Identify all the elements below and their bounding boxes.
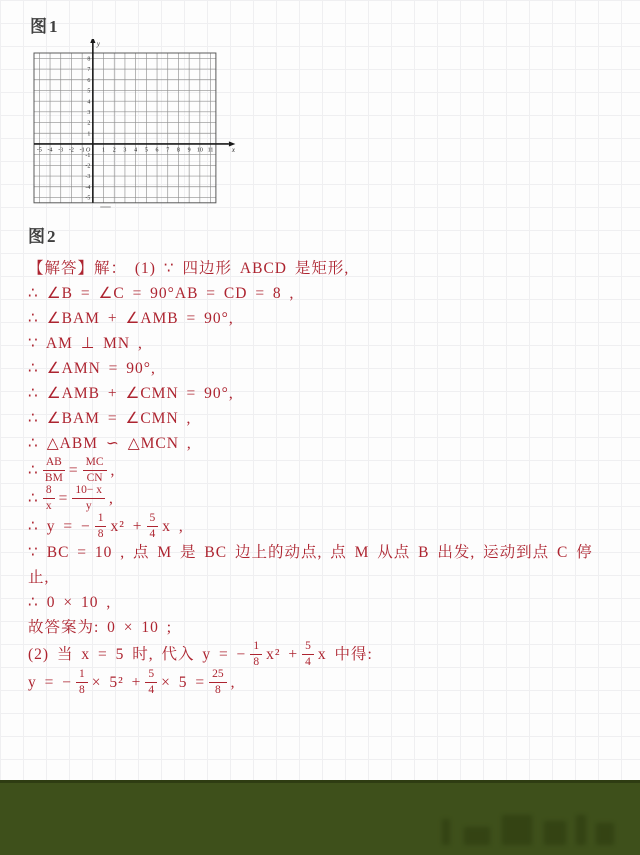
fraction-denominator: y	[85, 499, 92, 512]
x-tick-label: 11	[207, 147, 214, 154]
math-text: ,	[110, 461, 116, 479]
math-text: ∴ ∠BAM + ∠AMB = 90°,	[28, 310, 234, 327]
y-tick-label: -1	[85, 152, 91, 159]
math-text: y = −	[28, 673, 72, 691]
fraction-numerator: AB	[43, 456, 65, 470]
fraction-denominator: CN	[86, 471, 103, 484]
x-tick-label: -5	[36, 147, 42, 154]
math-text: ∴ 0 × 10 ,	[28, 594, 112, 611]
fraction-numerator: 5	[145, 668, 157, 682]
fraction	[250, 640, 262, 667]
x-tick-label: 10	[196, 147, 203, 154]
fraction	[76, 668, 88, 695]
x-tick-label: 3	[123, 147, 127, 154]
figure1-label: 图1	[30, 17, 60, 36]
math-text: x² +	[110, 517, 143, 535]
fraction-denominator: 8	[78, 683, 85, 696]
math-text: ∴ ∠B = ∠C = 90°AB = CD = 8 ,	[28, 285, 295, 302]
x-tick-label: -4	[47, 147, 53, 154]
pencil-dash-mark	[100, 206, 111, 208]
fraction-numerator: 1	[76, 668, 88, 682]
solution-line	[28, 356, 624, 381]
math-text: 故答案为: 0 × 10 ;	[28, 619, 173, 636]
solution-line	[28, 456, 624, 484]
fraction-numerator: 5	[147, 512, 159, 526]
fraction-numerator: 1	[250, 640, 262, 654]
solution-line	[28, 565, 624, 590]
y-axis-label: y	[96, 40, 100, 49]
x-tick-label: 6	[155, 147, 159, 154]
solution-line	[28, 590, 624, 615]
y-tick-label: 4	[87, 99, 91, 106]
fraction	[43, 484, 55, 511]
fraction	[43, 456, 65, 483]
y-tick-label: 1	[87, 131, 91, 138]
fraction-denominator: BM	[44, 471, 63, 484]
solution-line	[28, 331, 624, 356]
solution-line	[28, 540, 624, 565]
coordinate-grid-figure	[30, 39, 238, 220]
solution-line	[28, 406, 624, 431]
math-text: ∴ △ABM ∽ △MCN ,	[28, 435, 192, 452]
solution-text-block	[28, 256, 624, 696]
math-text: ∵ BC = 10 , 点 M 是 BC 边上的动点, 点 M 从点 B 出发, 运动到点 C 停	[28, 544, 593, 561]
solution-line	[28, 281, 624, 306]
y-tick-label: 8	[87, 56, 91, 63]
fraction-numerator: 8	[43, 484, 55, 498]
y-tick-label: 6	[87, 77, 91, 84]
fraction-numerator: 5	[302, 640, 314, 654]
y-tick-label: 5	[87, 88, 91, 95]
fraction	[145, 668, 157, 695]
math-text: 【解答】解： (1) ∵ 四边形 ABCD 是矩形,	[28, 260, 350, 277]
fraction-numerator: 1	[95, 512, 107, 526]
fraction-numerator: 10− x	[72, 484, 105, 498]
fraction-numerator: 25	[209, 668, 227, 682]
x-tick-label: -3	[58, 147, 64, 154]
origin-label: O	[85, 146, 91, 154]
y-tick-label: -5	[85, 195, 91, 202]
math-text: × 5 =	[161, 673, 206, 691]
y-tick-label: -3	[85, 174, 91, 181]
math-text: × 5² +	[91, 673, 142, 691]
y-tick-label: -4	[85, 184, 91, 191]
math-text: x ,	[162, 517, 184, 535]
solution-line	[28, 512, 624, 540]
solution-line	[28, 381, 624, 406]
math-text: ∴ y = −	[28, 517, 91, 535]
fraction	[95, 512, 107, 539]
solution-line	[28, 431, 624, 456]
math-text: =	[68, 461, 79, 479]
math-text: x² +	[266, 645, 299, 663]
fraction-denominator: 4	[149, 527, 156, 540]
math-text: =	[58, 489, 69, 507]
fraction	[72, 484, 105, 511]
y-tick-label: -2	[85, 163, 91, 170]
x-tick-label: 9	[187, 147, 191, 154]
math-text: ∴ ∠BAM = ∠CMN ,	[28, 410, 192, 427]
solution-line	[28, 484, 624, 512]
watermark-smudge	[436, 803, 626, 849]
y-tick-label: 7	[87, 67, 91, 74]
x-tick-label: 8	[176, 147, 180, 154]
solution-line	[28, 640, 624, 668]
fraction	[209, 668, 227, 695]
fraction	[147, 512, 159, 539]
x-tick-label: 2	[112, 147, 116, 154]
fraction-denominator: 4	[305, 655, 311, 668]
x-tick-label: 4	[134, 147, 138, 154]
math-text: ∴ ∠AMB + ∠CMN = 90°,	[28, 385, 234, 402]
x-tick-label: 1	[102, 147, 106, 154]
fraction-denominator: 8	[214, 683, 221, 696]
solution-line	[28, 256, 624, 281]
math-text: (2) 当 x = 5 时, 代入 y = −	[28, 645, 247, 663]
coordinate-plane-svg	[30, 39, 238, 215]
fraction	[302, 640, 314, 667]
y-tick-label: 2	[87, 120, 91, 127]
math-text: ∴	[28, 461, 39, 479]
math-text: ,	[230, 673, 236, 691]
figure2-label: 图2	[28, 227, 58, 246]
math-text: ,	[109, 489, 114, 507]
fraction	[83, 456, 107, 483]
math-text: ∴	[28, 489, 39, 507]
y-tick-label: 3	[87, 110, 91, 117]
math-text: ∵ AM ⊥ MN ,	[28, 335, 143, 352]
fraction-denominator: 8	[97, 527, 104, 540]
solution-line	[28, 615, 624, 640]
fraction-denominator: 8	[253, 655, 260, 668]
math-text: 止,	[28, 569, 50, 586]
fraction-denominator: 4	[148, 683, 155, 696]
math-text: ∴ ∠AMN = 90°,	[28, 360, 156, 377]
solution-line	[28, 668, 624, 696]
bottom-green-band	[0, 780, 640, 855]
solution-line	[28, 306, 624, 331]
fraction-numerator: MC	[83, 456, 107, 470]
x-tick-label: -2	[68, 147, 74, 154]
fraction-denominator: x	[45, 499, 52, 512]
math-text: x 中得:	[317, 645, 373, 663]
x-tick-label: -1	[79, 147, 85, 154]
x-tick-label: 7	[166, 147, 170, 154]
x-tick-label: 5	[144, 147, 148, 154]
x-axis-label: x	[231, 145, 236, 154]
